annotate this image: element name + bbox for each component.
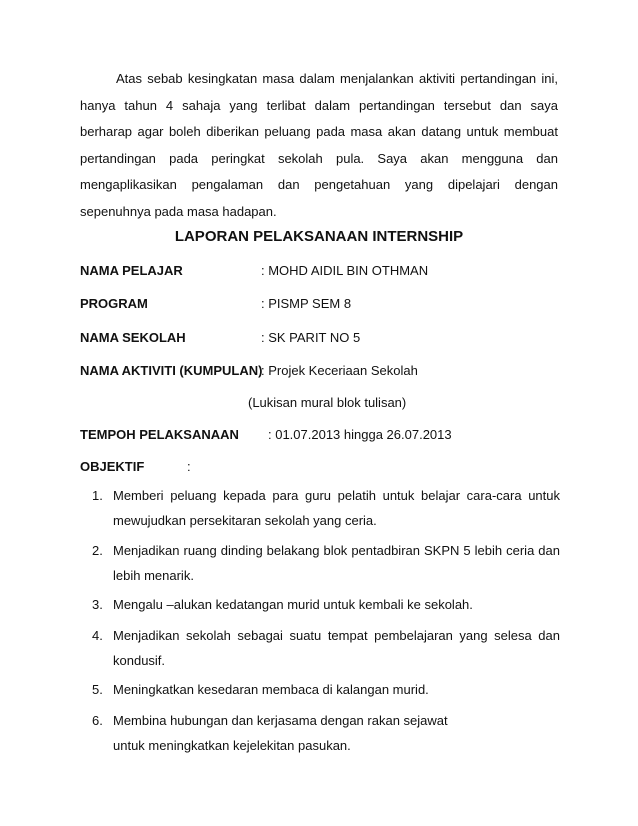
field-activity-name [80, 361, 580, 381]
list-item-text: Menjadikan ruang dinding belakang blok pentadbiran SKPN 5 lebih ceria dan lebih menarik. [113, 543, 560, 583]
list-item-number: 6. [92, 713, 103, 728]
field-label: NAMA AKTIVITI (KUMPULAN) [80, 363, 263, 378]
field-student-name [80, 261, 580, 281]
field-label: NAMA PELAJAR [80, 263, 183, 278]
list-item-text: Meningkatkan kesedaran membaca di kalangan murid. [113, 682, 429, 697]
list-item-text: Menjadikan sekolah sebagai suatu tempat pembelajaran yang selesa dan kondusif. [113, 628, 560, 668]
list-item-text [113, 709, 560, 758]
field-value: : 01.07.2013 hingga 26.07.2013 [268, 427, 452, 442]
field-duration [80, 425, 580, 445]
field-value: : PISMP SEM 8 [261, 296, 352, 311]
list-item-number: 1. [92, 488, 103, 503]
field-label: PROGRAM [80, 296, 148, 311]
list-item-number: 4. [92, 628, 103, 643]
list-item-text: Memberi peluang kepada para guru pelatih untuk belajar cara-cara untuk mewujudkan persekitaran sekolah yang ceria. [113, 488, 560, 528]
field-program [80, 294, 580, 314]
field-value: : SK PARIT NO 5 [261, 330, 361, 345]
field-value: : [187, 459, 191, 474]
intro-paragraph: Atas sebab kesingkatan masa dalam menjalankan aktiviti pertandingan ini, hanya tahun 4 sahaja yang terlibat dalam pertandingan tersebut dan saya berharap agar boleh diberikan peluang pada masa akan datang untuk membuat pertandingan pada peringkat sekolah pula. Saya akan mengguna dan mengaplikasikan pengalaman dan pengetahuan yang dipelajari dengan sepenuhnya pada masa hadapan. [80, 71, 558, 219]
list-item-number: 5. [92, 682, 103, 697]
field-label: OBJEKTIF [80, 459, 145, 474]
field-objective [80, 457, 580, 477]
field-school-name [80, 328, 580, 348]
field-value: : Projek Keceriaan Sekolah [261, 363, 418, 378]
list-item-text-line: Membina hubungan dan kerjasama dengan rakan sejawat [113, 713, 448, 728]
list-item-number: 3. [92, 597, 103, 612]
report-title: LAPORAN PELAKSANAAN INTERNSHIP [174, 228, 464, 245]
list-item-number: 2. [92, 543, 103, 558]
field-label: TEMPOH PELAKSANAAN [80, 427, 239, 442]
field-value: : MOHD AIDIL BIN OTHMAN [261, 263, 429, 278]
activity-note: (Lukisan mural blok tulisan) [248, 395, 407, 410]
field-label: NAMA SEKOLAH [80, 330, 186, 345]
list-item-text: Mengalu –alukan kedatangan murid untuk kembali ke sekolah. [113, 597, 473, 612]
list-item-text-line: untuk meningkatkan kejelekitan pasukan. [113, 737, 351, 753]
